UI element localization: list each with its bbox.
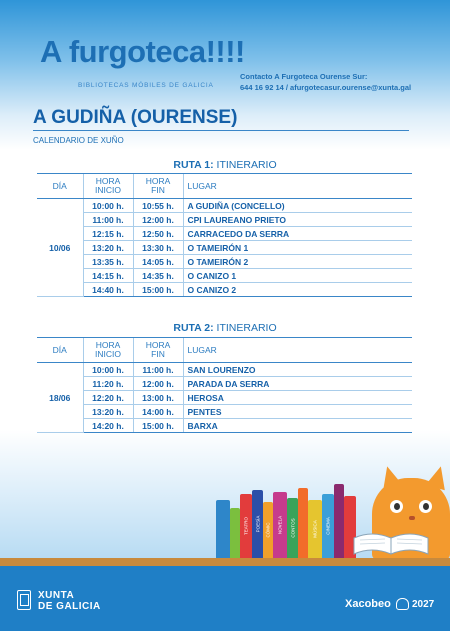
xunta-logo: XUNTA DE GALICIA	[38, 590, 101, 612]
table-row	[37, 283, 412, 297]
col-place: LUGAR	[183, 174, 412, 199]
table-row	[37, 213, 412, 227]
page-title: A GUDIÑA (OURENSE)	[33, 107, 238, 128]
start-time: 13:35 h.	[83, 255, 133, 269]
contact-line: 644 16 92 14 / afurgotecasur.ourense@xunta.gal	[240, 83, 412, 92]
book-novela: NOVELA	[273, 492, 287, 558]
route-2-table	[37, 337, 412, 433]
page-subtitle: CALENDARIO DE XUÑO	[33, 136, 124, 145]
place: SAN LOURENZO	[183, 363, 412, 377]
col-start: HORA INICIO	[83, 174, 133, 199]
cat-nose	[409, 516, 415, 520]
open-book-icon	[352, 530, 430, 556]
place: PENTES	[183, 405, 412, 419]
book-comic: CÓMIC	[263, 502, 273, 558]
col-day: DÍA	[37, 338, 83, 363]
end-time: 15:00 h.	[133, 419, 183, 433]
end-time: 15:00 h.	[133, 283, 183, 297]
cat-eye-right	[419, 500, 432, 513]
xacobeo-logo: Xacobeo	[345, 598, 391, 610]
col-day: DÍA	[37, 174, 83, 199]
start-time: 13:20 h.	[83, 405, 133, 419]
title-divider	[33, 130, 409, 131]
table-row	[37, 405, 412, 419]
start-time: 11:20 h.	[83, 377, 133, 391]
table-row	[37, 227, 412, 241]
end-time: 10:55 h.	[133, 199, 183, 213]
tagline: BIBLIOTECAS MÓBILES DE GALICIA	[78, 82, 214, 89]
place: HEROSA	[183, 391, 412, 405]
end-time: 14:00 h.	[133, 405, 183, 419]
xunta-emblem-icon	[17, 590, 31, 610]
route-2-label: RUTA 2:	[173, 322, 214, 334]
col-end: HORA FIN	[133, 338, 183, 363]
place: O TAMEIRÓN 2	[183, 255, 412, 269]
cat-eye-left	[390, 500, 403, 513]
table-row	[37, 377, 412, 391]
place: O CANIZO 2	[183, 283, 412, 297]
place: CARRACEDO DA SERRA	[183, 227, 412, 241]
book-orange	[298, 488, 308, 558]
book-poesia: POESÍA	[252, 490, 263, 558]
start-time: 12:15 h.	[83, 227, 133, 241]
table-row	[37, 269, 412, 283]
col-place: LUGAR	[183, 338, 412, 363]
place: O CANIZO 1	[183, 269, 412, 283]
place: CPI LAUREANO PRIETO	[183, 213, 412, 227]
start-time: 10:00 h.	[83, 199, 133, 213]
route-2-label-rest: ITINERARIO	[213, 322, 277, 334]
start-time: 11:00 h.	[83, 213, 133, 227]
start-time: 12:20 h.	[83, 391, 133, 405]
furgoteca-logo: A furgoteca!!!!	[40, 34, 245, 69]
table-row	[37, 241, 412, 255]
contact-title: Contacto A Furgoteca Ourense Sur:	[240, 72, 368, 81]
col-end: HORA FIN	[133, 174, 183, 199]
day-cell: 10/06	[37, 199, 83, 297]
end-time: 13:00 h.	[133, 391, 183, 405]
table-row	[37, 199, 412, 213]
end-time: 14:05 h.	[133, 255, 183, 269]
end-time: 12:50 h.	[133, 227, 183, 241]
scallop-shell-icon	[396, 598, 409, 610]
start-time: 14:20 h.	[83, 419, 133, 433]
route-1-label: RUTA 1:	[173, 159, 214, 171]
book-teatro: TEATRO	[240, 494, 252, 558]
contact-block	[240, 71, 411, 93]
book-blue	[216, 500, 230, 558]
end-time: 12:00 h.	[133, 377, 183, 391]
table-row	[37, 255, 412, 269]
col-start: HORA INICIO	[83, 338, 133, 363]
table-row	[37, 419, 412, 433]
route-1-label-rest: ITINERARIO	[213, 159, 277, 171]
footer-bar	[0, 566, 450, 631]
route-1-title	[0, 159, 450, 171]
table-header-row	[37, 174, 412, 199]
end-time: 11:00 h.	[133, 363, 183, 377]
table-row	[37, 391, 412, 405]
start-time: 10:00 h.	[83, 363, 133, 377]
book-contos: CONTOS	[287, 498, 298, 558]
book-purple	[334, 484, 344, 558]
table-row	[37, 363, 412, 377]
book-musica: MÚSICA	[308, 500, 322, 558]
end-time: 12:00 h.	[133, 213, 183, 227]
start-time: 14:15 h.	[83, 269, 133, 283]
place: A GUDIÑA (CONCELLO)	[183, 199, 412, 213]
route-2-title	[0, 322, 450, 334]
end-time: 13:30 h.	[133, 241, 183, 255]
bookshelf	[0, 558, 450, 566]
route-1-table	[37, 173, 412, 297]
book-green	[230, 508, 240, 558]
place: BARXA	[183, 419, 412, 433]
start-time: 14:40 h.	[83, 283, 133, 297]
day-cell: 18/06	[37, 363, 83, 433]
book-cinema: CINEMA	[322, 494, 334, 558]
place: O TAMEIRÓN 1	[183, 241, 412, 255]
start-time: 13:20 h.	[83, 241, 133, 255]
xacobeo-year: 2027	[412, 599, 435, 610]
table-header-row	[37, 338, 412, 363]
place: PARADA DA SERRA	[183, 377, 412, 391]
end-time: 14:35 h.	[133, 269, 183, 283]
